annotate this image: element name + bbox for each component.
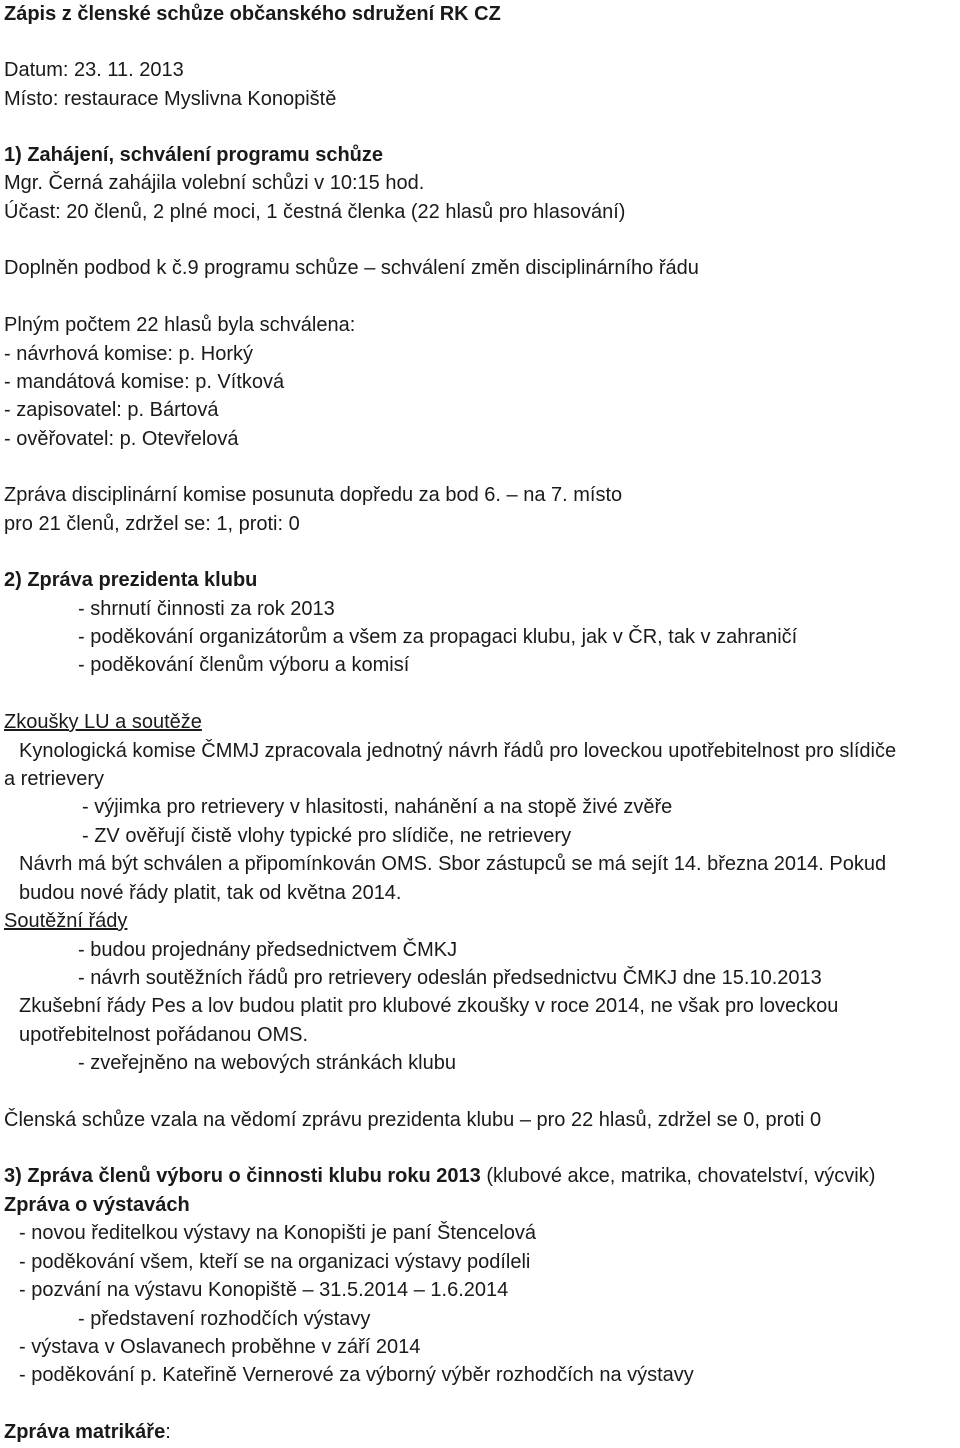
s2-vote-result: Členská schůze vzala na vědomí zprávu prezidenta klubu – pro 22 hlasů, zdržel se 0, proti 0 (4, 1109, 822, 1131)
s3-list-item: - novou ředitelkou výstavy na Konopišti je paní Štencelová (19, 1222, 536, 1244)
s2-list-item: - poděkování organizátorům a všem za propagaci klubu, jak v ČR, tak v zahraničí (78, 626, 798, 648)
s2-list-item: - návrh soutěžních řádů pro retrievery odeslán předsednictvu ČMKJ dne 15.10.2013 (78, 967, 822, 989)
subheading-shows: Zpráva o výstavách (4, 1194, 190, 1216)
section-1-heading: 1) Zahájení, schválení programu schůze (4, 144, 384, 166)
s1-line: pro 21 členů, zdržel se: 1, proti: 0 (4, 513, 300, 535)
s1-list-item: - ověřovatel: p. Otevřelová (4, 428, 239, 450)
s1-line: Účast: 20 členů, 2 plné moci, 1 čestná členka (22 hlasů pro hlasování) (4, 201, 626, 223)
s2-list-item: - poděkování členům výboru a komisí (78, 654, 410, 676)
s1-line: Mgr. Černá zahájila volební schůzi v 10:15 hod. (4, 172, 425, 194)
s2-line: upotřebitelnost pořádanou OMS. (19, 1024, 309, 1046)
s2-line: a retrievery (4, 768, 105, 790)
s1-line: Doplněn podbod k č.9 programu schůze – schválení změn disciplinárního řádu (4, 257, 699, 279)
s2-list-item: - shrnutí činnosti za rok 2013 (78, 598, 335, 620)
section-3-heading (4, 1162, 875, 1190)
s1-line: Plným počtem 22 hlasů byla schválena: (4, 314, 356, 336)
document-title: Zápis z členské schůze občanského sdružení RK CZ (4, 3, 501, 25)
section-2-heading: 2) Zpráva prezidenta klubu (4, 569, 258, 591)
s1-list-item: - mandátová komise: p. Vítková (4, 371, 285, 393)
meeting-date: Datum: 23. 11. 2013 (4, 59, 184, 81)
s2-list-item: - budou projednány předsednictvem ČMKJ (78, 939, 458, 961)
s1-line: Zpráva disciplinární komise posunuta dopředu za bod 6. – na 7. místo (4, 484, 623, 506)
meeting-place: Místo: restaurace Myslivna Konopiště (4, 88, 337, 110)
s2-list-item: - ZV ověřují čistě vlohy typické pro slídiče, ne retrievery (82, 825, 572, 847)
section-3-heading-bold: 3) Zpráva členů výboru o činnosti klubu roku 2013 (4, 1165, 481, 1187)
section-3-heading-rest: (klubové akce, matrika, chovatelství, výcvik) (480, 1165, 876, 1187)
s2-list-item: - výjimka pro retrievery v hlasitosti, nahánění a na stopě živé zvěře (82, 796, 673, 818)
s3-list-item: - poděkování všem, kteří se na organizaci výstavy podíleli (19, 1251, 531, 1273)
s1-list-item: - návrhová komise: p. Horký (4, 343, 253, 365)
s3-list-item: - pozvání na výstavu Konopiště – 31.5.2014 – 1.6.2014 (19, 1279, 509, 1301)
subheading-competition-rules: Soutěžní řády (4, 910, 128, 932)
subheading-registrar-colon: : (165, 1421, 171, 1443)
s2-line: Zkušební řády Pes a lov budou platit pro klubové zkoušky v roce 2014, ne však pro loveckou (19, 995, 839, 1017)
s2-line: Návrh má být schválen a připomínkován OMS. Sbor zástupců se má sejít 14. března 2014. Pokud (19, 853, 887, 875)
s1-list-item: - zapisovatel: p. Bártová (4, 399, 219, 421)
subheading-registrar-bold: Zpráva matrikáře (4, 1421, 166, 1443)
subheading-registrar (4, 1418, 171, 1446)
s3-list-item: - výstava v Oslavanech proběhne v září 2014 (19, 1336, 421, 1358)
s2-line: budou nové řády platit, tak od května 2014. (19, 882, 402, 904)
subheading-exams: Zkoušky LU a soutěže (4, 711, 202, 733)
s3-list-item: - poděkování p. Kateřině Vernerové za výborný výběr rozhodčích na výstavy (19, 1364, 694, 1386)
s3-list-item: - představení rozhodčích výstavy (78, 1308, 371, 1330)
s2-line: Kynologická komise ČMMJ zpracovala jednotný návrh řádů pro loveckou upotřebitelnost pro slídiče (19, 740, 897, 762)
s2-list-item: - zveřejněno na webových stránkách klubu (78, 1052, 456, 1074)
